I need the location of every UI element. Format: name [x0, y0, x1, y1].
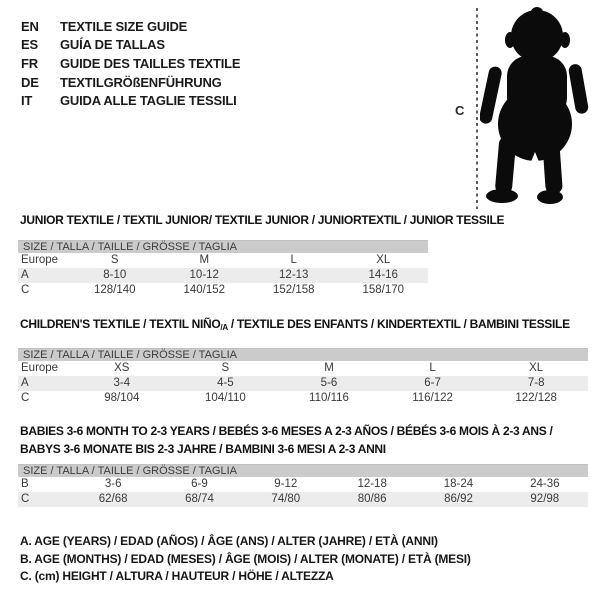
table-cell: 104/110	[205, 392, 246, 404]
legend-line-b: B. AGE (MONTHS) / EDAD (MESES) / ÂGE (MOIS) / ALTER (MONATE) / ETÀ (MESI)	[20, 551, 471, 566]
table-cell: XL	[376, 254, 391, 266]
table-cell: 4-5	[217, 377, 234, 389]
table-cell: 140/152	[183, 284, 226, 296]
table-cell: XL	[529, 362, 544, 374]
table-row-a	[18, 268, 428, 283]
table-row-europe	[18, 253, 428, 268]
table-cell: 80/86	[357, 493, 387, 505]
row-label: A	[21, 269, 29, 281]
table-cell: XS	[114, 362, 130, 374]
language-code: IT	[21, 93, 33, 109]
table-cell: 128/140	[93, 284, 136, 296]
table-cell: L	[429, 362, 436, 374]
row-label: Europe	[21, 254, 59, 266]
table-cell: 18-24	[443, 478, 474, 490]
legend-line-c: C. (cm) HEIGHT / ALTURA / HAUTEUR / HÖHE / ALTEZZA	[20, 569, 334, 584]
legend	[20, 533, 471, 586]
table-cell: 92/98	[530, 493, 560, 505]
table-cell: 14-16	[368, 269, 398, 281]
language-label: TEXTILE SIZE GUIDE	[60, 18, 188, 34]
table-cell: 116/122	[412, 392, 453, 404]
row-label: C	[21, 392, 30, 404]
language-code: DE	[21, 74, 39, 90]
size-header-bar: SIZE / TALLA / TAILLE / GRÖSSE / TAGLIA	[18, 240, 428, 253]
table-row-a	[18, 376, 588, 391]
language-label: GUIDE DES TAILLES TEXTILE	[60, 55, 241, 71]
table-cell: 86/92	[444, 493, 473, 505]
table-cell: 3-4	[113, 377, 131, 389]
language-label: TEXTILGRÖßENFÜHRUNG	[60, 74, 222, 90]
table-row-b	[18, 477, 588, 492]
table-row-c	[18, 283, 428, 298]
table-cell: 24-36	[530, 478, 560, 490]
table-cell: 98/104	[104, 392, 140, 404]
row-label: C	[21, 284, 30, 296]
table-row-europe	[18, 361, 588, 376]
language-label: GUIDA ALLE TAGLIE TESSILI	[60, 93, 237, 109]
size-header-bar: SIZE / TALLA / TAILLE / GRÖSSE / TAGLIA	[18, 348, 588, 361]
table-cell: 6-7	[424, 377, 441, 389]
table-cell: 7-8	[527, 377, 545, 389]
title-text: / TEXTILE DES ENFANTS / KINDERTEXTIL / BAMBINI TESSILE	[227, 317, 570, 331]
table-cell: 12-13	[279, 269, 309, 281]
language-title-list	[21, 17, 240, 110]
table-cell: 3-6	[104, 478, 122, 490]
section-title-children	[20, 317, 570, 332]
section-title-babies-line2: BABYS 3-6 MONATE BIS 2-3 JAHRE / BAMBINI 3-6 MESI A 2-3 ANNI	[20, 442, 386, 456]
table-cell: S	[221, 362, 230, 374]
row-label: A	[21, 377, 29, 389]
title-text: CHILDREN'S TEXTILE / TEXTIL NIÑO	[20, 317, 221, 331]
table-cell: M	[324, 362, 334, 374]
table-cell: 5-6	[320, 377, 338, 389]
language-row	[21, 91, 240, 110]
table-cell: 62/68	[98, 493, 128, 505]
table-cell: L	[290, 254, 297, 266]
table-cell: 122/128	[515, 392, 557, 404]
table-cell: 6-9	[191, 478, 208, 490]
language-row	[21, 17, 240, 36]
baby-silhouette-icon	[480, 6, 596, 208]
row-label: Europe	[21, 362, 59, 374]
section-title-babies-line1: BABIES 3-6 MONTH TO 2-3 YEARS / BEBÉS 3-6 MESES A 2-3 AÑOS / BÉBÉS 3-6 MOIS À 2-3 ANS /	[20, 424, 553, 438]
table-row-c	[18, 391, 588, 406]
table-cell: 10-12	[189, 269, 219, 281]
table-cell: 68/74	[185, 493, 214, 505]
language-code: ES	[21, 37, 38, 53]
table-cell: 152/158	[272, 284, 315, 296]
language-code: EN	[21, 18, 39, 34]
table-cell: 9-12	[274, 478, 298, 490]
title-subscript: /A	[220, 323, 228, 332]
table-cell: 110/116	[309, 392, 349, 404]
table-cell: 8-10	[103, 269, 127, 281]
language-row	[21, 54, 240, 73]
language-row	[21, 73, 240, 92]
row-label: B	[21, 478, 29, 490]
table-cell: S	[110, 254, 119, 266]
table-row-c	[18, 492, 588, 507]
legend-line-a: A. AGE (YEARS) / EDAD (AÑOS) / ÂGE (ANS) / ALTER (JAHRE) / ETÀ (ANNI)	[20, 534, 438, 548]
row-label: C	[21, 493, 30, 505]
height-marker-label: C	[455, 103, 465, 118]
section-title-junior: JUNIOR TEXTILE / TEXTIL JUNIOR/ TEXTILE JUNIOR / JUNIORTEXTIL / JUNIOR TESSILE	[20, 213, 505, 227]
table-cell: 74/80	[271, 493, 301, 505]
language-code: FR	[21, 55, 38, 71]
table-cell: 158/170	[362, 284, 405, 296]
language-label: GUÍA DE TALLAS	[60, 37, 165, 53]
language-row	[21, 36, 240, 55]
height-dashed-line	[476, 8, 478, 209]
table-cell: M	[199, 254, 210, 266]
table-cell: 12-18	[357, 478, 387, 490]
size-header-bar: SIZE / TALLA / TAILLE / GRÖSSE / TAGLIA	[18, 464, 588, 477]
